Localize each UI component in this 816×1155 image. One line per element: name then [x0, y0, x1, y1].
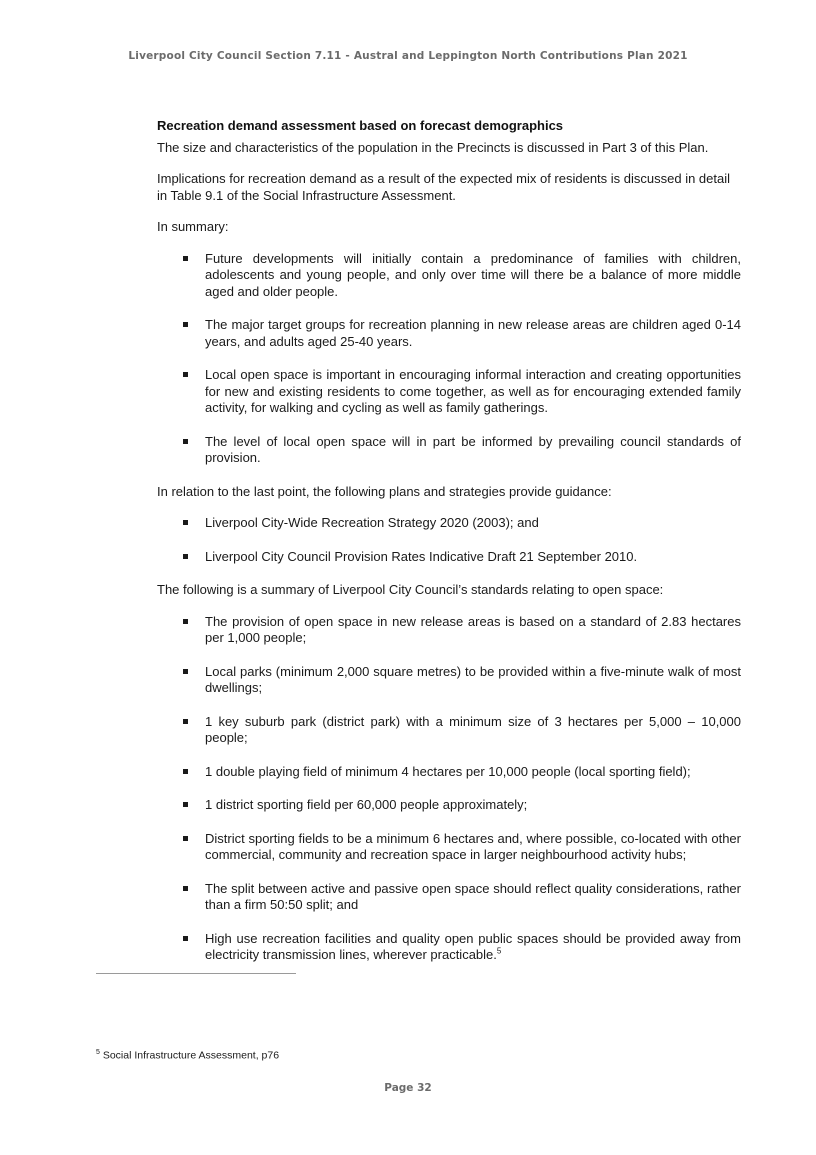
list-item-text: The provision of open space in new release areas is based on a standard of 2.83 hectares per 1,000 people;: [205, 613, 741, 645]
list-item-text: The split between active and passive open space should reflect quality considerations, rather than a firm 50:50 split; and: [205, 880, 741, 912]
list-item-text: District sporting fields to be a minimum 6 hectares and, where possible, co-located with other commercial, community and recreation space in larger neighbourhood activity hubs;: [205, 830, 741, 862]
bullet-icon: [183, 372, 188, 377]
list-item: [157, 317, 741, 350]
bullet-icon: [183, 669, 188, 674]
page-number: Page 32: [384, 1082, 432, 1094]
bullet-icon: [183, 520, 188, 525]
bullet-icon: [183, 554, 188, 559]
bullet-icon: [183, 719, 188, 724]
paragraph-population: The size and characteristics of the population in the Precincts is discussed in Part 3 of this Plan.: [157, 139, 709, 155]
bullet-icon: [183, 836, 188, 841]
list-item-text: Local parks (minimum 2,000 square metres) to be provided within a five-minute walk of most dwellings;: [205, 663, 741, 695]
running-header: Liverpool City Council Section 7.11 - Austral and Leppington North Contributions Plan 2021: [128, 50, 688, 62]
guidance-list: [157, 515, 741, 565]
list-item: [157, 664, 741, 697]
list-item-text: Liverpool City Council Provision Rates Indicative Draft 21 September 2010.: [205, 548, 638, 564]
bullet-icon: [183, 256, 188, 261]
list-item: [157, 549, 741, 566]
list-item-text: The level of local open space will in part be informed by prevailing council standards of provision.: [205, 433, 741, 465]
bullet-icon: [183, 619, 188, 624]
main-content: [157, 118, 741, 981]
list-item: [157, 251, 741, 301]
list-item: [157, 931, 741, 964]
list-item-text: 1 double playing field of minimum 4 hectares per 10,000 people (local sporting field);: [205, 763, 691, 779]
list-item: [157, 614, 741, 647]
list-item: [157, 714, 741, 747]
footnote: [96, 1049, 279, 1062]
list-item: [157, 434, 741, 467]
footnote-divider: [96, 973, 296, 974]
bullet-icon: [183, 769, 188, 774]
paragraph-implications: Implications for recreation demand as a result of the expected mix of residents is discussed in detail in Table 9.1 of the Social Infrastructure Assessment.: [157, 171, 731, 203]
paragraph-in-summary: In summary:: [157, 219, 229, 234]
list-item: [157, 881, 741, 914]
footnote-number: 5: [96, 1049, 100, 1056]
bullet-icon: [183, 802, 188, 807]
list-item-text: The major target groups for recreation planning in new release areas are children aged 0-14 years, and adults aged 25-40 years.: [205, 317, 741, 349]
list-item-text: Local open space is important in encouraging informal interaction and creating opportunities for new and existing residents to come together, as well as for encouraging extended family activity, for walking and cycling as well as family gatherings.: [205, 367, 741, 415]
section-heading: Recreation demand assessment based on forecast demographics: [157, 118, 564, 133]
bullet-icon: [183, 322, 188, 327]
list-item-text: 1 district sporting field per 60,000 people approximately;: [205, 797, 528, 812]
paragraph-standards-intro: The following is a summary of Liverpool City Council’s standards relating to open space:: [157, 582, 664, 597]
paragraph-guidance-intro: In relation to the last point, the following plans and strategies provide guidance:: [157, 483, 612, 499]
list-item: [157, 764, 741, 781]
list-item-text: Future developments will initially contain a predominance of families with children, adolescents and young people, and only over time will there be a balance of more middle aged and older people.: [205, 250, 741, 299]
footnote-reference[interactable]: 5: [496, 946, 502, 956]
bullet-icon: [183, 936, 188, 941]
summary-list: [157, 251, 741, 467]
list-item: [157, 831, 741, 864]
footnote-text: Social Infrastructure Assessment, p76: [102, 1049, 280, 1062]
list-item-text: High use recreation facilities and quality open public spaces should be provided away from electricity transmission lines, wherever practicable.: [205, 930, 741, 962]
list-item: [157, 515, 741, 532]
list-item-text: 1 key suburb park (district park) with a minimum size of 3 hectares per 5,000 – 10,000 people;: [205, 713, 741, 745]
standards-list: [157, 614, 741, 964]
bullet-icon: [183, 886, 188, 891]
list-item: [157, 367, 741, 417]
list-item-text: Liverpool City-Wide Recreation Strategy 2020 (2003); and: [205, 515, 539, 530]
list-item: [157, 797, 741, 814]
bullet-icon: [183, 439, 188, 444]
